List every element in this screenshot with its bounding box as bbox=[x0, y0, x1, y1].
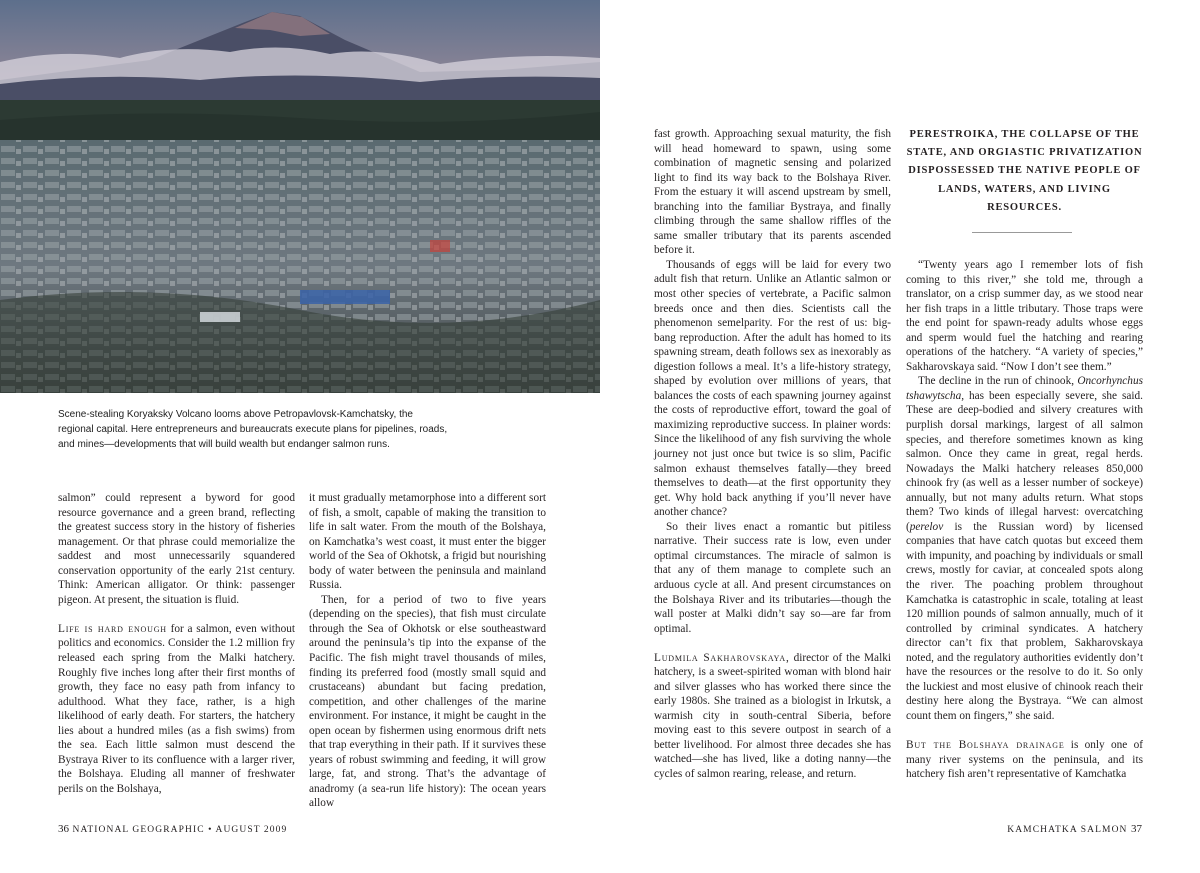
section-lead-in: But the Bolshaya drainage bbox=[906, 739, 1065, 751]
section-paragraph bbox=[906, 738, 1143, 782]
photo-caption: Scene-stealing Koryaksky Volcano looms above Petropavlovsk-Kamchatsky, the regional capital. Here entrepreneurs and bureaucrats execute plans for pipelines, roads, and mines—developments that will build wealth but endanger salmon runs. bbox=[58, 409, 448, 450]
paragraph: So their lives enact a romantic but pitiless narrative. Their success rate is low, even under optimal circumstances. The miracle of salmon is that any of them manage to complete such an arduous cycle at all. And present circumstances on the Bolshaya River and its tributaries—though the wall poster at Malki didn’t say so—are far from optimal. bbox=[654, 520, 891, 635]
folio-right bbox=[1007, 823, 1142, 835]
photo-illustration bbox=[0, 0, 600, 393]
text-column-4 bbox=[906, 258, 1143, 782]
folio-text: KAMCHATKA SALMON bbox=[1007, 825, 1128, 835]
text-column-2 bbox=[309, 491, 546, 811]
pull-quote: PERESTROIKA, THE COLLAPSE OF THE STATE, AND ORGIASTIC PRIVATIZATION DISPOSSESSED THE NATIVE PEOPLE OF LANDS, WATERS, AND LIVING RESOURCES. bbox=[906, 129, 1143, 213]
paragraph: Thousands of eggs will be laid for every two adult fish that return. Unlike an Atlantic salmon or most other species of vertebrate, a Pacific salmon breeds once and then dies. Scientists call the phenomenon semelparity. For the rest of us: big-bang reproduction. After the adult has homed to its spawning stream, death follows sex as inexorably as digestion follows a meal. It’s a life-history strategy, shaped by evolution over millions of years, that balances the costs of each spawning journey against the costs of reproductive effort, toward the goal of maximizing reproductive success. In plainer words: Since the likelihood of any fish surviving the whole journey not just once but twice is so slim, Pacific salmon exhaust themselves fatally—they breed themselves to death—at the first opportunity they get. Why hold back anything if you’ll never have another chance? bbox=[654, 258, 891, 519]
section-paragraph bbox=[654, 651, 891, 782]
page-number: 36 bbox=[58, 823, 69, 835]
paragraph-text: has been especially severe, she said. These are deep-bodied and silvery creatures with purplish dorsal markings, largest of all salmon species, and therefore sometimes known as king salmon. Once they came in great, regal herds. Nowadays the Malki hatchery releases 850,000 chinook fry (as well as a lesser number of sockeye) annually, but not many adults return. What stops them? Two kinds of illegal harvest: overcatching ( bbox=[906, 389, 1143, 533]
paragraph: Then, for a period of two to five years (depending on the species), that fish must circulate through the Sea of Okhotsk or else southeastward around the peninsula’s tip into the expanse of the Pacific. The fish might travel thousands of miles, finding its preferred food (mostly small squid and crustaceans) abundant but facing predation, competition, and other challenges of the marine environment. For instance, it might be caught in the open ocean by fishermen using enormous drift nets that trap everything in their path. If it survives these years of robust swimming and feeding, it will grow large, fat, and strong. That’s the advantage of anadromy (a sea-run life history): The ocean years allow bbox=[309, 593, 546, 810]
volcano-city-photo bbox=[0, 0, 600, 393]
section-lead-in: Life is hard enough bbox=[58, 622, 167, 635]
paragraph bbox=[906, 374, 1143, 723]
paragraph-text: for a salmon, even without politics and economics. Consider the 1.2 million fry released each spring from the Malki hatchery. Roughly five inches long after their first months of growth, they face no easy path from infancy to adulthood. What they face, rather, is a high likelihood of early death. For starters, the hatchery lies about a hundred miles (as a fish swims) from the sea. Each little salmon must descend the Bystraya River to its confluence with a larger river, the Bolshaya. Eluding all manner of freshwater perils on the Bolshaya, bbox=[58, 622, 295, 795]
paragraph-text: is the Russian word) by licensed companies that have catch quotas but exceed them with impunity, and poaching by individuals or small crews, mostly for caviar, at concealed spots along the river. The poaching problem throughout Kamchatka is catastrophic in scale, totaling at least 120 million pounds of salmon annually, much of it controlled by criminal syndicates. A hatchery director can’t fix that problem, Sakharovskaya noted, and the regulatory authorities evidently don’t have the resources or the resolve to do it. So only the luckiest and most elusive of chinook reach their destiny here along the Bystraya. “We can almost count them on fingers,” she said. bbox=[906, 520, 1143, 722]
text-column-1 bbox=[58, 491, 295, 796]
paragraph: fast growth. Approaching sexual maturity, the fish will head homeward to spawn, using some combination of magnetic sensing and polarized light to find its way back to the Bolshaya River. From the estuary it will ascend upstream by smell, branching into the familiar Bystraya, and finally climbing through the same shallow riffles of the same smaller tributary that its parents ascended before it. bbox=[654, 128, 891, 257]
paragraph: “Twenty years ago I remember lots of fish coming to this river,” she told me, through a translator, on a crisp summer day, as we stood near her fish traps in a little tributary. Those traps were the end point for spawn-ready adults whose eggs and sperm would fuel the hatching and rearing operations of the hatchery. “A variety of species,” Sakharovskaya said. “Now I don’t see them.” bbox=[906, 259, 1143, 373]
section-lead-in: Ludmila Sakharovskaya, bbox=[654, 651, 790, 664]
text-column-3 bbox=[654, 127, 891, 782]
paragraph-text: director of the Malki hatchery, is a sweet-spirited woman with blond hair and silver glasses who has worked there since the early 1980s. She trained as a biologist in Irkutsk, a warmish city in south-central Siberia, before moving east to this severe outpost in search of a better livelihood. For almost three decades she has watched—she has lived, like a doting nanny—the cycles of salmon rearing, release, and return. bbox=[654, 651, 891, 781]
paragraph-text: The decline in the run of chinook, bbox=[918, 375, 1078, 388]
folio-text: NATIONAL GEOGRAPHIC • AUGUST 2009 bbox=[72, 825, 288, 835]
species-name: Oncorhynchus tshawytscha, bbox=[906, 375, 1143, 402]
page-number: 37 bbox=[1131, 823, 1142, 835]
paragraph: salmon” could represent a byword for good resource governance and a green brand, reflecting the greatest success story in the history of fisheries management. Or that phrase could memorialize the saddest and most unnecessarily squandered conservation opportunity of the early 21st century. Think: American alligator. Or think: passenger pigeon. At present, the situation is fluid. bbox=[58, 492, 295, 606]
pull-quote-divider bbox=[972, 232, 1072, 233]
section-paragraph bbox=[58, 622, 295, 797]
paragraph: it must gradually metamorphose into a different sort of fish, a smolt, capable of making the transition to life in salt water. From the mouth of the Bolshaya, on Kamchatka’s west coast, it must enter the bigger world of the Sea of Okhotsk, a frigid but nourishing body of water between the peninsula and mainland Russia. bbox=[309, 492, 546, 592]
russian-word: perelov bbox=[909, 520, 944, 533]
paragraph-text: is only one of many river systems on the peninsula, and its hatchery fish aren’t representative of Kamchatka bbox=[906, 739, 1143, 781]
folio-left bbox=[58, 823, 287, 835]
